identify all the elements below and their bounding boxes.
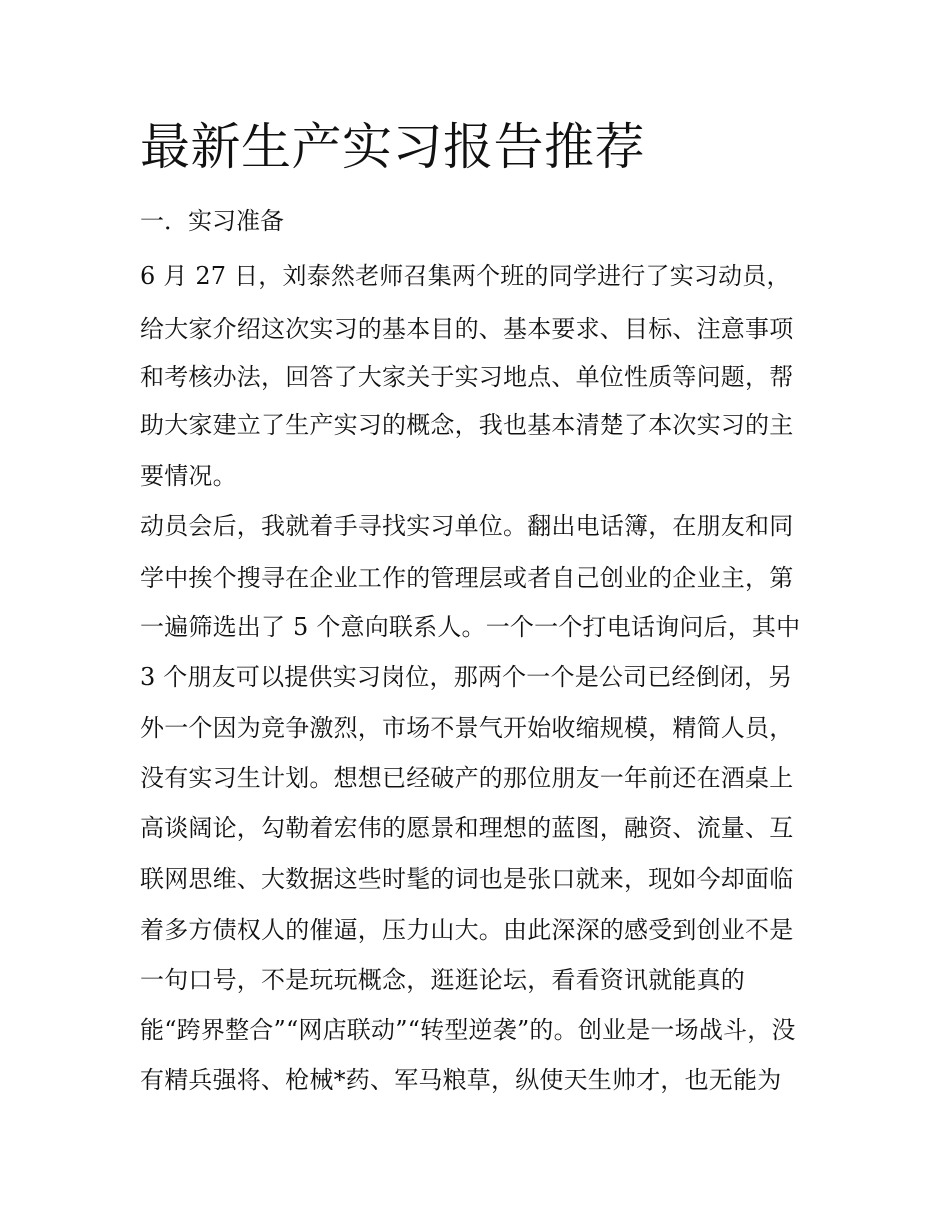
paragraph-line: 助大家建立了生产实习的概念，我也基本清楚了本次实习的主 (140, 411, 794, 439)
paragraph-line: 外一个因为竞争激烈，市场不景气开始收缩规模，精简人员， (140, 714, 794, 742)
paragraph-line: 学中挨个搜寻在企业工作的管理层或者自己创业的企业主，第 (140, 564, 794, 592)
paragraph-line: 3 个朋友可以提供实习岗位，那两个一个是公司已经倒闭，另 (140, 663, 793, 691)
paragraph-line: 和考核办法，回答了大家关于实习地点、单位性质等问题，帮 (140, 363, 794, 391)
paragraph-line: 联网思维、大数据这些时髦的词也是张口就来，现如今却面临 (140, 865, 794, 893)
paragraph-line: 一句口号，不是玩玩概念，逛逛论坛，看看资讯就能真的 (140, 966, 745, 994)
paragraph-line: 一遍筛选出了 5 个意向联系人。一个一个打电话询问后，其中 (140, 613, 801, 641)
paragraph-line: 动员会后，我就着手寻找实习单位。翻出电话簿，在朋友和同 (140, 512, 794, 540)
paragraph-line: 有精兵强将、枪械*药、军马粮草，纵使天生帅才，也无能为 (140, 1066, 782, 1094)
paragraph-line: 要情况。 (140, 462, 237, 490)
section-heading: 一．实习准备 (140, 207, 284, 235)
paragraph-line: 给大家介绍这次实习的基本目的、基本要求、目标、注意事项 (140, 315, 794, 343)
document-title: 最新生产实习报告推荐 (140, 118, 645, 176)
paragraph-line: 没有实习生计划。想想已经破产的那位朋友一年前还在酒桌上 (140, 764, 794, 792)
paragraph-line: 6 月 27 日，刘泰然老师召集两个班的同学进行了实习动员， (140, 262, 791, 290)
paragraph-line: 高谈阔论，勾勒着宏伟的愿景和理想的蓝图，融资、流量、互 (140, 814, 794, 842)
paragraph-line: 着多方债权人的催逼，压力山大。由此深深的感受到创业不是 (140, 916, 794, 944)
paragraph-line: 能“跨界整合”“网店联动”“转型逆袭”的。创业是一场战斗，没 (140, 1016, 796, 1044)
